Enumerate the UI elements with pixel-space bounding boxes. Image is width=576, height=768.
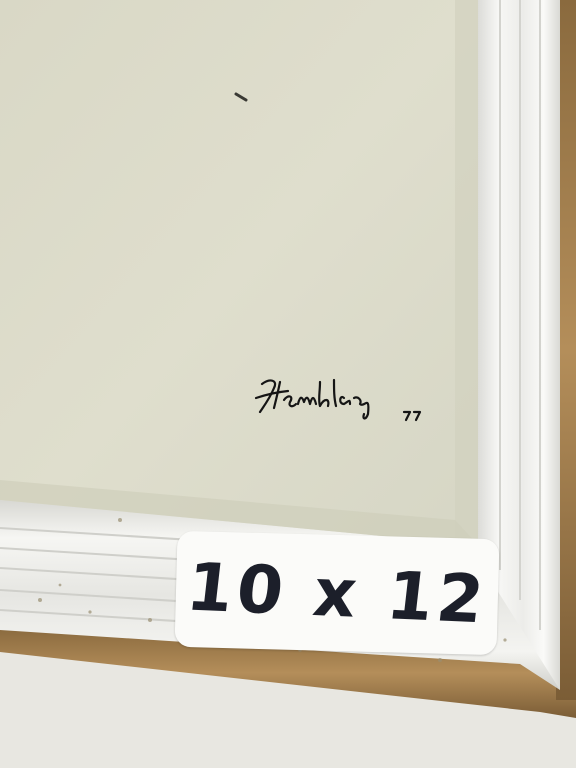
mat-bevel bbox=[455, 0, 478, 545]
artist-signature bbox=[254, 374, 426, 426]
size-sticker-text: 10 x 12 bbox=[182, 548, 492, 638]
size-sticker bbox=[175, 531, 500, 655]
